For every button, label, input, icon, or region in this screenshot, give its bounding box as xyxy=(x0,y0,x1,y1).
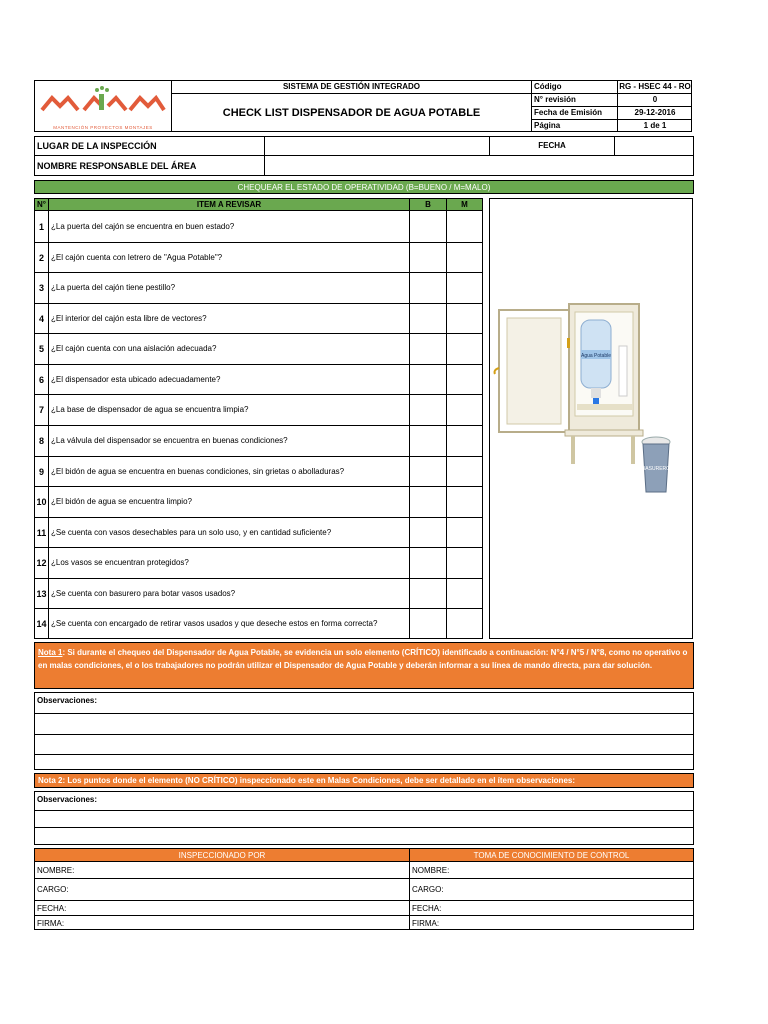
meta-label-revision: N° revisión xyxy=(534,95,576,104)
check-m-cell[interactable] xyxy=(447,486,482,516)
check-b-cell[interactable] xyxy=(410,425,446,455)
col-header-b: B xyxy=(425,200,431,209)
bin-label: BASURERO xyxy=(641,466,671,472)
item-number: 5 xyxy=(38,343,44,354)
logo-caption: MANTENCIÓN PROYECTOS MONTAJES xyxy=(53,125,153,130)
company-logo xyxy=(36,84,170,130)
item-text: ¿La puerta del cajón se encuentra en buen estado? xyxy=(51,222,235,231)
lugar-input[interactable] xyxy=(265,137,489,155)
check-m-cell[interactable] xyxy=(447,394,482,424)
check-b-cell[interactable] xyxy=(410,578,446,608)
left-fecha-label: FECHA: xyxy=(37,903,67,913)
item-text: ¿El dispensador esta ubicado adecuadamente? xyxy=(51,375,221,384)
observations-1-input[interactable] xyxy=(35,714,693,769)
check-b-cell[interactable] xyxy=(410,242,446,272)
check-b-cell[interactable] xyxy=(410,272,446,302)
check-b-cell[interactable] xyxy=(410,394,446,424)
document-title: CHECK LIST DISPENSADOR DE AGUA POTABLE xyxy=(222,107,481,119)
check-m-cell[interactable] xyxy=(447,425,482,455)
left-cargo-label: CARGO: xyxy=(37,885,69,894)
item-text: ¿Se cuenta con vasos desechables para un solo uso, y en cantidad suficiente? xyxy=(51,528,332,537)
item-number: 14 xyxy=(36,618,47,629)
item-text: ¿El bidón de agua se encuentra limpio? xyxy=(51,497,192,506)
check-m-cell[interactable] xyxy=(447,211,482,241)
check-m-cell[interactable] xyxy=(447,364,482,394)
item-number: 9 xyxy=(38,466,44,477)
item-text: ¿La base de dispensador de agua se encuentra limpia? xyxy=(51,405,249,414)
responsable-input[interactable] xyxy=(265,156,693,175)
meta-value-pagina: 1 de 1 xyxy=(643,121,667,130)
fecha-input[interactable] xyxy=(615,137,693,155)
item-number: 4 xyxy=(38,313,44,324)
item-text: ¿El interior del cajón esta libre de vectores? xyxy=(51,314,207,323)
water-dispenser-illustration xyxy=(489,198,693,639)
item-number: 8 xyxy=(38,435,44,446)
check-m-cell[interactable] xyxy=(447,242,482,272)
responsable-label: NOMBRE RESPONSABLE DEL ÁREA xyxy=(37,161,197,171)
right-firma-label: FIRMA: xyxy=(412,918,440,928)
item-text: ¿Los vasos se encuentran protegidos? xyxy=(51,558,189,567)
inspected-by-title: INSPECCIONADO POR xyxy=(178,850,266,860)
item-text: ¿Se cuenta con basurero para botar vasos usados? xyxy=(51,589,236,598)
check-b-cell[interactable] xyxy=(410,456,446,486)
check-m-cell[interactable] xyxy=(447,456,482,486)
meta-value-fecha-emision: 29-12-2016 xyxy=(634,108,676,117)
check-m-cell[interactable] xyxy=(447,547,482,577)
check-m-cell[interactable] xyxy=(447,578,482,608)
check-b-cell[interactable] xyxy=(410,486,446,516)
item-number: 13 xyxy=(36,588,47,599)
item-text: ¿La válvula del dispensador se encuentra en buenas condiciones? xyxy=(51,436,288,445)
check-b-cell[interactable] xyxy=(410,517,446,547)
check-b-cell[interactable] xyxy=(410,211,446,241)
item-number: 11 xyxy=(36,527,47,538)
item-number: 6 xyxy=(38,374,44,385)
logo-mark-icon xyxy=(36,84,170,120)
left-nombre-label: NOMBRE: xyxy=(37,865,75,875)
check-b-cell[interactable] xyxy=(410,608,446,638)
check-m-cell[interactable] xyxy=(447,517,482,547)
item-number: 3 xyxy=(38,282,44,293)
meta-label-fecha-emision: Fecha de Emisión xyxy=(534,108,603,117)
item-number: 10 xyxy=(36,496,47,507)
observations-2-label: Observaciones: xyxy=(37,795,98,804)
checklist-banner: CHEQUEAR EL ESTADO DE OPERATIVIDAD (B=BUENO / M=MALO) xyxy=(34,180,694,194)
check-b-cell[interactable] xyxy=(410,547,446,577)
meta-value-revision: 0 xyxy=(652,95,658,104)
note-1-label: Nota 1 xyxy=(38,648,63,657)
left-firma-label: FIRMA: xyxy=(37,918,65,928)
check-m-cell[interactable] xyxy=(447,272,482,302)
check-m-cell[interactable] xyxy=(447,303,482,333)
observations-2-input[interactable] xyxy=(35,811,693,844)
check-b-cell[interactable] xyxy=(410,364,446,394)
bottle-label: Agua Potable xyxy=(580,353,612,359)
meta-label-pagina: Página xyxy=(534,121,561,130)
observations-1-label: Observaciones: xyxy=(37,696,98,705)
item-number: 2 xyxy=(38,252,44,263)
col-header-item: ITEM A REVISAR xyxy=(196,200,262,209)
meta-value-codigo: RG - HSEC 44 - RO xyxy=(619,82,691,91)
col-header-num: N° xyxy=(37,200,46,209)
item-text: ¿El bidón de agua se encuentra en buenas condiciones, sin grietas o abolladuras? xyxy=(51,467,345,476)
item-text: ¿El cajón cuenta con letrero de "Agua Potable"? xyxy=(51,253,223,262)
acknowledged-by-title: TOMA DE CONOCIMIENTO DE CONTROL xyxy=(473,850,630,860)
right-cargo-label: CARGO: xyxy=(412,885,444,894)
check-m-cell[interactable] xyxy=(447,333,482,363)
right-fecha-label: FECHA: xyxy=(412,903,442,913)
item-text: ¿Se cuenta con encargado de retirar vasos usados y que deseche estos en forma correcta? xyxy=(51,619,378,628)
system-title: SISTEMA DE GESTIÓN INTEGRADO xyxy=(282,82,421,91)
item-text: ¿El cajón cuenta con una aislación adecuada? xyxy=(51,344,217,353)
meta-label-codigo: Código xyxy=(534,82,562,91)
right-nombre-label: NOMBRE: xyxy=(412,865,450,875)
note-1 xyxy=(34,642,694,689)
item-number: 7 xyxy=(38,404,44,415)
note-1-text: : Si durante el chequeo del Dispensador de Agua Potable, se evidencia un solo elemento (CRÍTICO) identificado a continuación: N°4 / N°5 / N°8, como no operativo o en malas condiciones, el o los trabajadores no podrán utilizar el Dispensador de Agua Potable y deberán informar a su línea de mando directa, para dar solución. xyxy=(38,648,688,670)
item-text: ¿La puerta del cajón tiene pestillo? xyxy=(51,283,176,292)
check-b-cell[interactable] xyxy=(410,333,446,363)
check-b-cell[interactable] xyxy=(410,303,446,333)
check-m-cell[interactable] xyxy=(447,608,482,638)
item-number: 1 xyxy=(38,221,44,232)
note-2: Nota 2: Los puntos donde el elemento (NO CRÍTICO) inspeccionado este en Malas Condiciones, debe ser detallado en el ítem observaciones: xyxy=(34,773,694,788)
lugar-label: LUGAR DE LA INSPECCIÓN xyxy=(37,140,157,151)
item-number: 12 xyxy=(36,557,47,568)
col-header-m: M xyxy=(461,200,468,209)
fecha-label: FECHA xyxy=(538,141,566,150)
